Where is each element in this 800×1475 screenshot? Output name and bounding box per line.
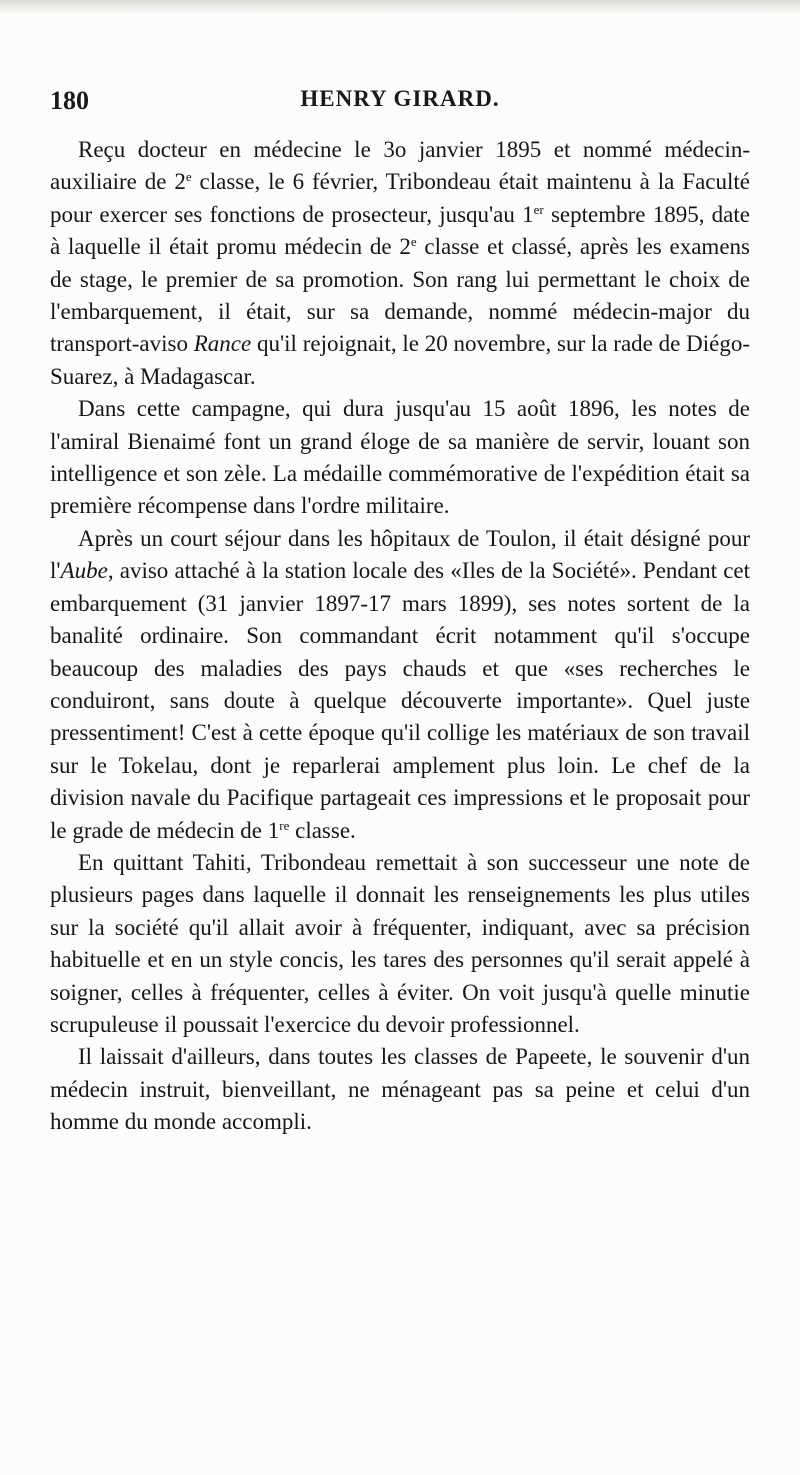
text-run: , aviso attaché à la station locale des «Iles de la Société». Pendant cet embarquement (31 janvier 1897-17 mars 1899), ses notes sortent de la banalité ordinaire. Son commandant écrit notamment qu'il s'occupe beaucoup des maladies des pays chauds et que «ses recherches le conduiront, sans doute à quelque découverte importante». Quel juste pressentiment! C'est à cette époque qu'il collige les matériaux de son travail sur le Tokelau, dont je reparlerai amplement plus loin. Le chef de la division navale du Pacifique partageait ces impressions et le proposait pour le grade de médecin de 1: [50, 558, 750, 843]
text-run: classe, le 6 février, Tribondeau était maintenu à la Faculté pour exercer ses fonctions de prosecteur, jusqu'au 1: [50, 169, 750, 227]
page-top-edge: [0, 0, 800, 14]
body-text: [50, 134, 750, 1139]
paragraph: [50, 393, 750, 523]
page-header: [50, 86, 750, 122]
paragraph: [50, 523, 750, 847]
text-run: classe et classé, après les examens de stage, le premier de sa promotion. Son rang lui permettant le choix de l'embarquement, il était, sur sa demande, nommé médecin-major du transport-aviso: [50, 234, 750, 357]
running-head: HENRY GIRARD.: [300, 86, 500, 111]
page-number: 180: [50, 86, 89, 115]
text-run: Reçu docteur en médecine le 3o janvier 1895 et nommé médecin-auxiliaire de 2: [50, 137, 750, 195]
superscript: e: [410, 234, 417, 250]
superscript: er: [533, 201, 544, 217]
paragraph: [50, 1041, 750, 1138]
paragraph: [50, 847, 750, 1041]
superscript: e: [185, 169, 192, 185]
italic-text: Rance: [193, 331, 252, 357]
text-run: Après un court séjour dans les hôpitaux de Toulon, il était désigné pour l': [50, 525, 750, 584]
italic-text: Aube: [60, 558, 108, 584]
paragraph: [50, 134, 750, 393]
text-run: Dans cette campagne, qui dura jusqu'au 15 août 1896, les notes de l'amiral Bienaimé font un grand éloge de sa manière de servir, louant son intelligence et son zèle. La médaille commémorative de l'expédition était sa première récompense dans l'ordre militaire.: [50, 396, 750, 519]
text-run: classe.: [289, 817, 356, 843]
superscript: re: [279, 817, 290, 833]
text-run: En quittant Tahiti, Tribondeau remettait à son successeur une note de plusieurs pages dans laquelle il donnait les renseignements les plus utiles sur la société qu'il allait avoir à fréquenter, indiquant, avec sa précision habituelle et en un style concis, les tares des personnes qu'il serait appelé à soigner, celles à fréquenter, celles à éviter. On voit jusqu'à quelle minutie scrupuleuse il poussait l'exercice du devoir professionnel.: [50, 849, 750, 1037]
text-run: septembre 1895, date à laquelle il était promu médecin de 2: [50, 201, 750, 260]
text-run: qu'il rejoignait, le 20 novembre, sur la rade de Diégo-Suarez, à Madagascar.: [50, 331, 750, 389]
text-run: Il laissait d'ailleurs, dans toutes les classes de Papeete, le souvenir d'un médecin instruit, bienveillant, ne ménageant pas sa peine et celui d'un homme du monde accompli.: [50, 1044, 750, 1135]
